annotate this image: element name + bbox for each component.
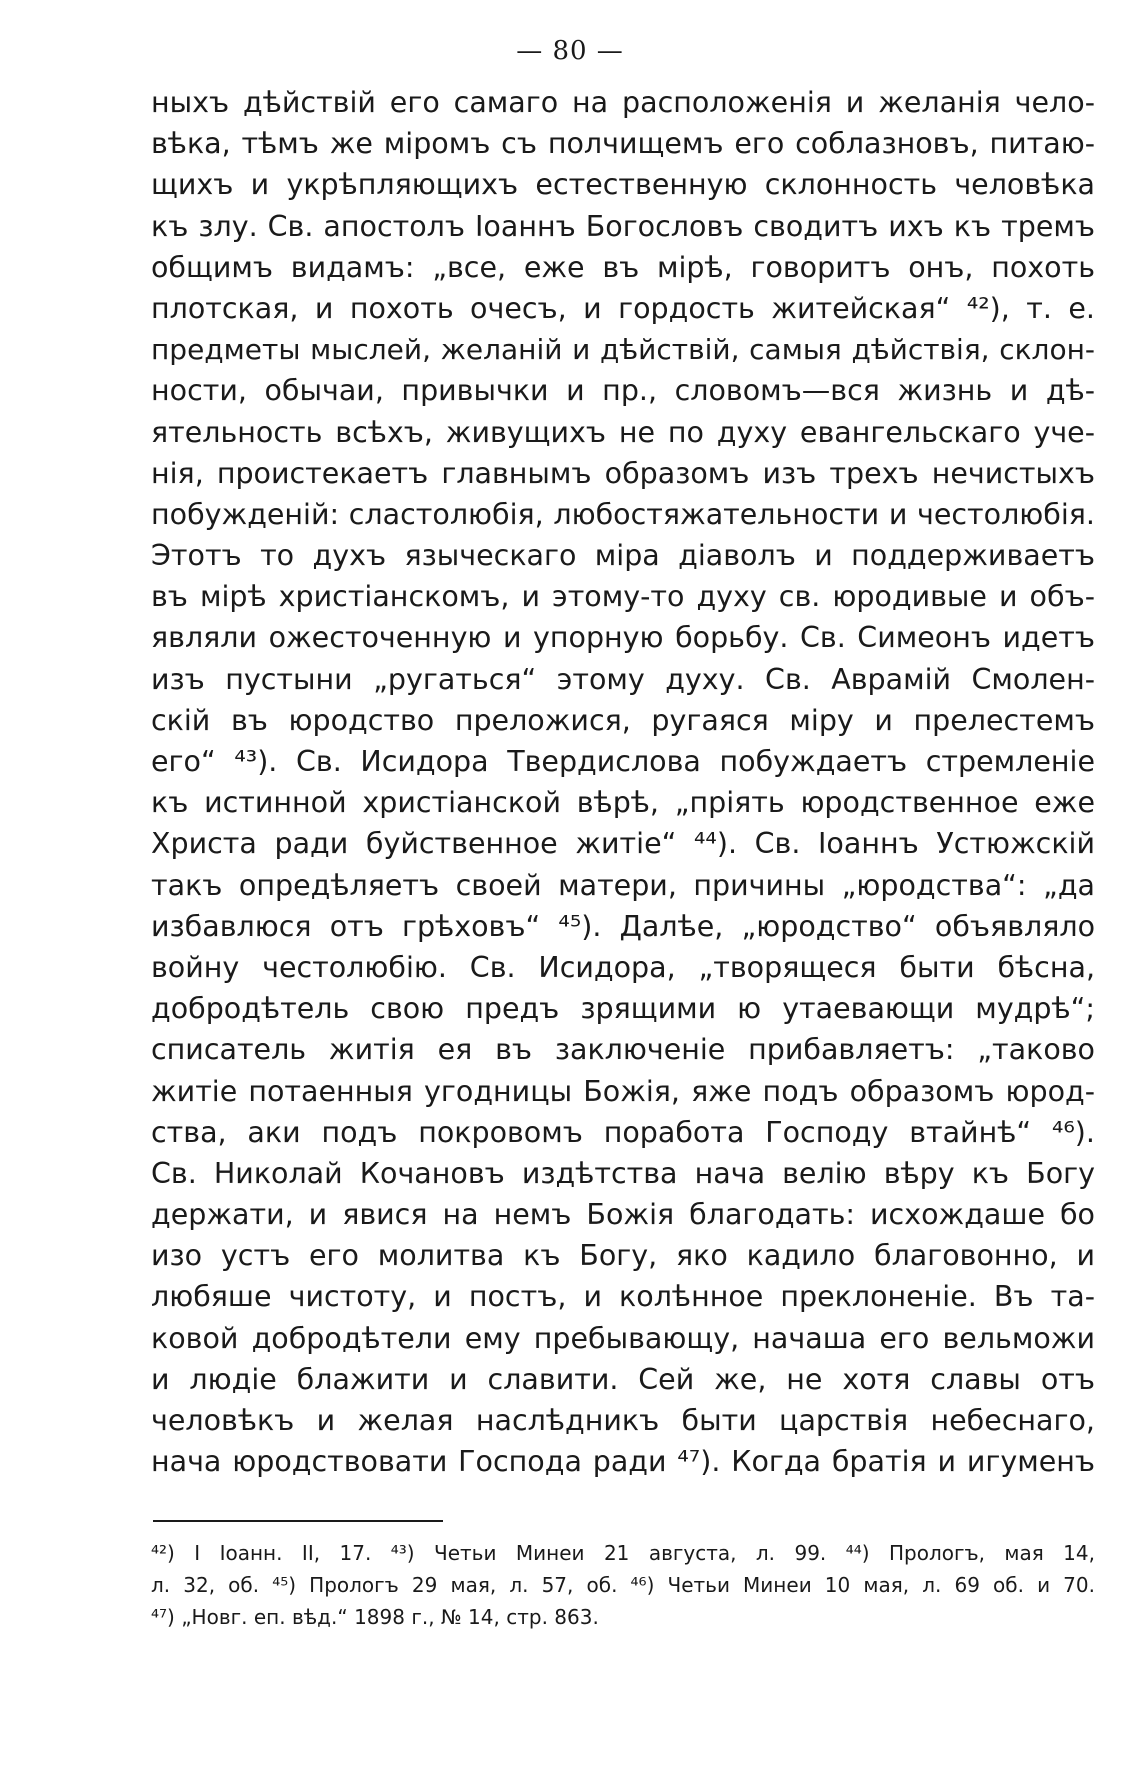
text-line: нія, проистекаетъ главнымъ образомъ изъ трехъ нечистыхъ <box>151 456 1095 490</box>
text-line: такъ опредѣляетъ своей матери, причины „юродства“: „да <box>151 868 1095 902</box>
text-line: являли ожесточенную и упорную борьбу. Св. Симеонъ идетъ <box>151 621 1095 655</box>
text-line: въ мірѣ христіанскомъ, и этому-то духу св. юродивые и объ- <box>151 580 1095 614</box>
footnote-line: ⁴²) І Іоанн. II, 17. ⁴³) Четьи Минеи 21 августа, л. 99. ⁴⁴) Прологъ, мая 14, <box>151 1541 1095 1565</box>
text-line: списатель житія ея въ заключеніе прибавляетъ: „таково <box>151 1033 1095 1067</box>
text-line: ковой добродѣтели ему пребывающу, начаша его вельможи <box>151 1321 1095 1355</box>
text-line: и людіе блажити и славити. Сей же, не хотя славы отъ <box>151 1362 1095 1396</box>
text-line: ства, аки подъ покровомъ поработа Господу втайнѣ“ ⁴⁶). <box>151 1115 1095 1149</box>
text-line: Св. Николай Кочановъ издѣтства нача велію вѣру къ Богу <box>151 1156 1095 1190</box>
text-line: любяше чистоту, и постъ, и колѣнное преклоненіе. Въ та- <box>151 1280 1095 1314</box>
text-line: вѣка, тѣмъ же міромъ съ полчищемъ его соблазновъ, питаю- <box>151 127 1095 161</box>
page-number: — 80 — <box>516 36 624 66</box>
text-line: побужденій: сластолюбія, любостяжательности и честолюбія. <box>151 497 1095 531</box>
text-line: плотская, и похоть очесъ, и гордость житейская“ ⁴²), т. е. <box>151 291 1095 325</box>
text-line: предметы мыслей, желаній и дѣйствій, самыя дѣйствія, склон- <box>151 333 1095 367</box>
text-line: изо устъ его молитва къ Богу, яко кадило благовонно, и <box>151 1239 1095 1273</box>
footnote-line: л. 32, об. ⁴⁵) Прологъ 29 мая, л. 57, об. ⁴⁶) Четьи Минеи 10 мая, л. 69 об. и 70. <box>151 1573 1095 1597</box>
footnote-separator <box>153 1520 443 1522</box>
text-line: къ злу. Св. апостолъ Іоаннъ Богословъ сводитъ ихъ къ тремъ <box>151 209 1095 243</box>
text-line: житіе потаенныя угодницы Божія, яже подъ образомъ юрод- <box>151 1074 1095 1108</box>
footnotes <box>151 1537 1095 1633</box>
text-line: человѣкъ и желая наслѣдникъ быти царствія небеснаго, <box>151 1404 1095 1437</box>
text-line: ятельность всѣхъ, живущихъ не по духу евангельскаго уче- <box>151 415 1095 449</box>
footnote-line: ⁴⁷) „Новг. еп. вѣд.“ 1898 г., № 14, стр. 863. <box>151 1605 599 1629</box>
text-line: Христа ради буйственное житіе“ ⁴⁴). Св. Іоаннъ Устюжскій <box>151 827 1095 861</box>
text-line: изъ пустыни „ругаться“ этому духу. Св. Аврамій Смолен- <box>151 662 1095 696</box>
text-line: Этотъ то духъ языческаго міра діаволъ и поддерживаетъ <box>151 539 1095 573</box>
body-text <box>151 82 1095 1482</box>
text-line: его“ ⁴³). Св. Исидора Твердислова побуждаетъ стремленіе <box>151 745 1095 778</box>
text-line: нача юродствовати Господа ради ⁴⁷). Когда братія и игуменъ <box>151 1445 1095 1479</box>
text-line: избавлюся отъ грѣховъ“ ⁴⁵). Далѣе, „юродство“ объявляло <box>151 909 1095 943</box>
text-line: держати, и явися на немъ Божія благодать: исхождаше бо <box>151 1198 1095 1232</box>
text-line: ности, обычаи, привычки и пр., словомъ—вся жизнь и дѣ- <box>151 374 1095 408</box>
text-line: ныхъ дѣйствій его самаго на расположенія и желанія чело- <box>151 86 1095 119</box>
text-line: общимъ видамъ: „все, еже въ мірѣ, говоритъ онъ, похоть <box>151 250 1095 284</box>
text-line: скій въ юродство преложися, ругаяся міру и прелестемъ <box>151 703 1095 737</box>
text-line: добродѣтель свою предъ зрящими ю утаевающи мудрѣ“; <box>151 992 1095 1026</box>
text-line: къ истинной христіанской вѣрѣ, „пріять юродственное еже <box>151 786 1095 820</box>
text-line: щихъ и укрѣпляющихъ естественную склонность человѣка <box>151 168 1095 202</box>
text-line: войну честолюбію. Св. Исидора, „творящеся быти бѣсна, <box>151 950 1095 984</box>
